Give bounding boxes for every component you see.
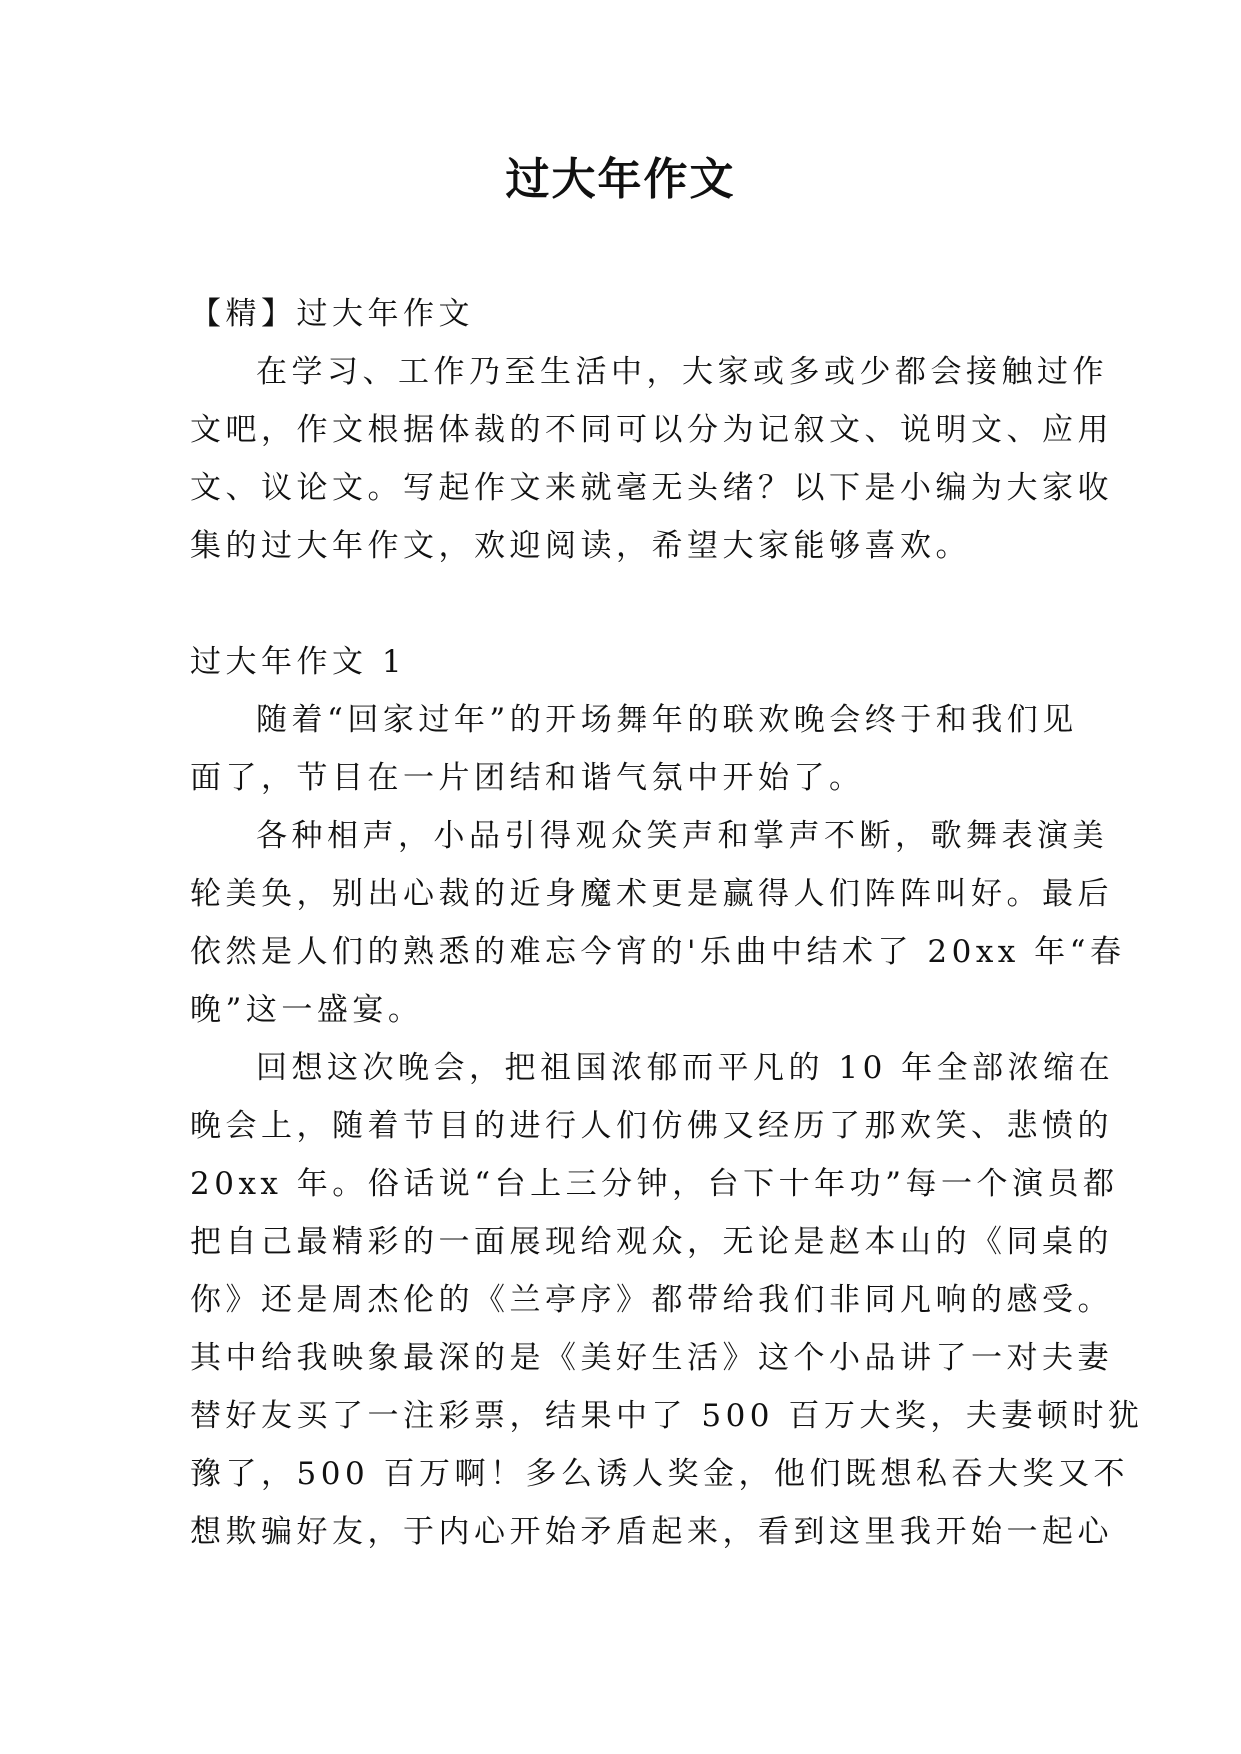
intro-heading: 【精】过大年作文 xyxy=(190,296,474,332)
paragraph-line: 你》还是周杰伦的《兰亭序》都带给我们非同凡响的感受。 xyxy=(190,1282,1113,1318)
paragraph-line: 晚会上，随着节目的进行人们仿佛又经历了那欢笑、悲愤的 xyxy=(190,1108,1113,1144)
document-title: 过大年作文 xyxy=(505,154,736,205)
paragraph-line: 文吧，作文根据体裁的不同可以分为记叙文、说明文、应用 xyxy=(190,412,1113,448)
paragraph-line: 想欺骗好友，于内心开始矛盾起来，看到这里我开始一起心 xyxy=(190,1514,1113,1550)
paragraph-line: 豫了，500 百万啊！多么诱人奖金，他们既想私吞大奖又不 xyxy=(190,1456,1130,1492)
paragraph-line: 回想这次晚会，把祖国浓郁而平凡的 10 年全部浓缩在 xyxy=(256,1050,1115,1086)
paragraph-line: 随着“回家过年”的开场舞年的联欢晚会终于和我们见 xyxy=(256,702,1078,738)
paragraph-line: 文、议论文。写起作文来就毫无头绪？以下是小编为大家收 xyxy=(190,470,1113,506)
paragraph-line: 替好友买了一注彩票，结果中了 500 百万大奖，夫妻顿时犹 xyxy=(190,1398,1144,1434)
paragraph-line: 依然是人们的熟悉的难忘今宵的'乐曲中结术了 20xx 年“春 xyxy=(190,934,1126,970)
paragraph-line: 轮美奂，别出心裁的近身魔术更是赢得人们阵阵叫好。最后 xyxy=(190,876,1113,912)
section-heading: 过大年作文 1 xyxy=(190,644,407,680)
paragraph-line: 20xx 年。俗话说“台上三分钟，台下十年功”每一个演员都 xyxy=(190,1166,1119,1202)
paragraph-line: 各种相声，小品引得观众笑声和掌声不断，歌舞表演美 xyxy=(256,818,1108,854)
paragraph-line: 面了，节目在一片团结和谐气氛中开始了。 xyxy=(190,760,865,796)
paragraph-line: 在学习、工作乃至生活中，大家或多或少都会接触过作 xyxy=(256,354,1108,390)
paragraph-line: 晚”这一盛宴。 xyxy=(190,992,424,1028)
paragraph-line: 集的过大年作文，欢迎阅读，希望大家能够喜欢。 xyxy=(190,528,971,564)
paragraph-line: 把自己最精彩的一面展现给观众，无论是赵本山的《同桌的 xyxy=(190,1224,1113,1260)
paragraph-line: 其中给我映象最深的是《美好生活》这个小品讲了一对夫妻 xyxy=(190,1340,1113,1376)
